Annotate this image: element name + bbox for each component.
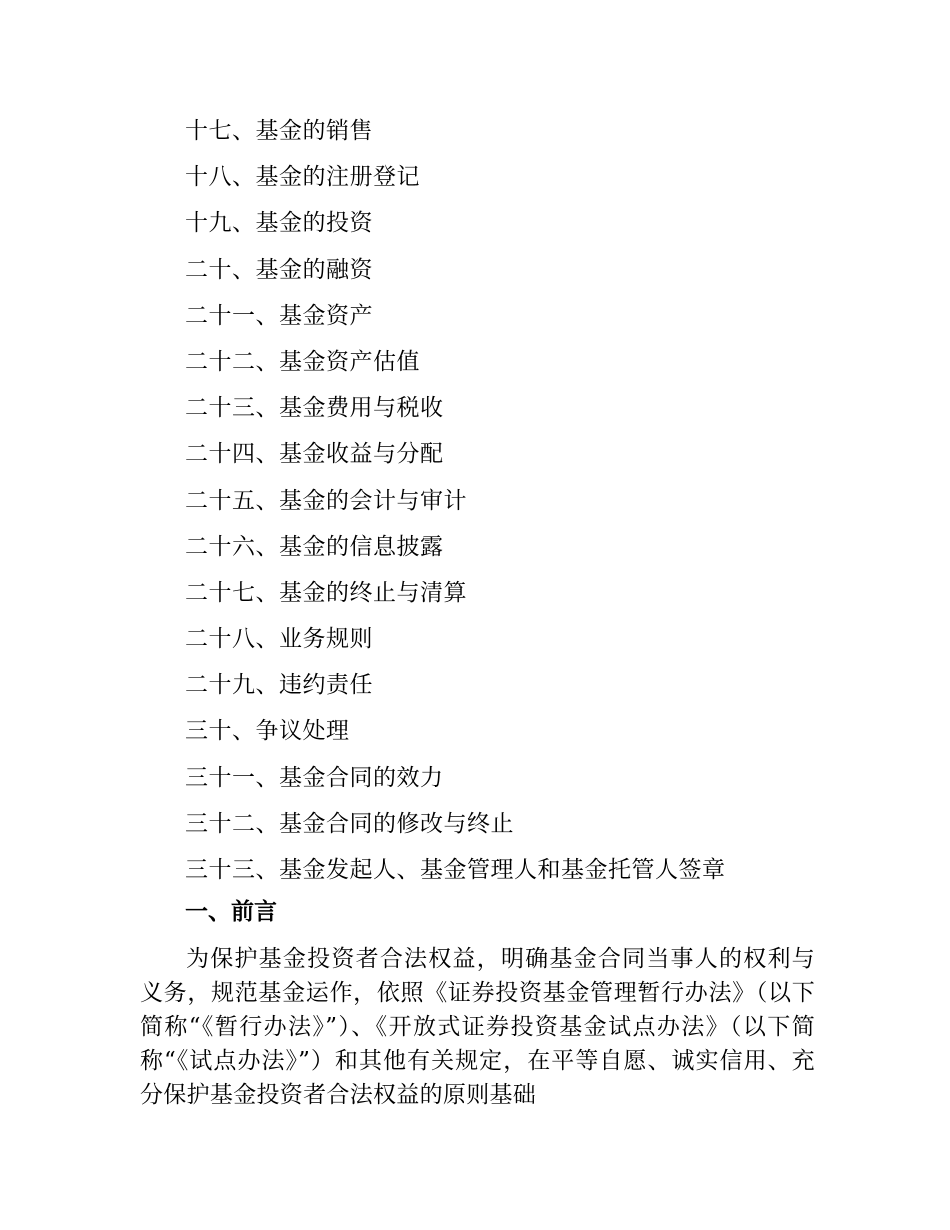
toc-item: 三十二、基金合同的修改与终止 (185, 810, 514, 837)
toc-item: 十八、基金的注册登记 (185, 164, 420, 191)
toc-item: 十七、基金的销售 (185, 118, 373, 144)
toc-item: 二十、基金的融资 (185, 256, 373, 283)
intro-paragraph: 为保护基金投资者合法权益，明确基金合同当事人的权利与义务，规范基金运作，依照《证券投资基金管理暂行办法》（以下简称“《暂行办法》”）、《开放式证券投资基金试点办法》（以下简称“《试点办法》”）和其他有关规定，在平等自愿、诚实信用、充分保护基金投资者合法权益的原则基础 (140, 946, 815, 1108)
section-heading: 一、前言 (185, 898, 277, 925)
toc-item: 二十六、基金的信息披露 (185, 533, 444, 560)
toc-item: 二十八、业务规则 (185, 626, 373, 653)
toc-item: 二十二、基金资产估值 (185, 348, 420, 375)
toc-item: 三十三、基金发起人、基金管理人和基金托管人签章 (185, 857, 726, 883)
toc-item: 二十一、基金资产 (185, 302, 373, 329)
toc-item: 二十七、基金的终止与清算 (185, 579, 467, 606)
toc-item: 十九、基金的投资 (185, 210, 373, 237)
toc-item: 三十一、基金合同的效力 (185, 764, 444, 791)
toc-item: 二十四、基金收益与分配 (185, 441, 444, 468)
toc-item: 二十九、违约责任 (185, 672, 373, 699)
toc-item: 二十三、基金费用与税收 (185, 395, 444, 422)
toc-item: 二十五、基金的会计与审计 (185, 487, 467, 514)
table-of-contents (185, 108, 726, 893)
toc-item: 三十、争议处理 (185, 718, 350, 745)
